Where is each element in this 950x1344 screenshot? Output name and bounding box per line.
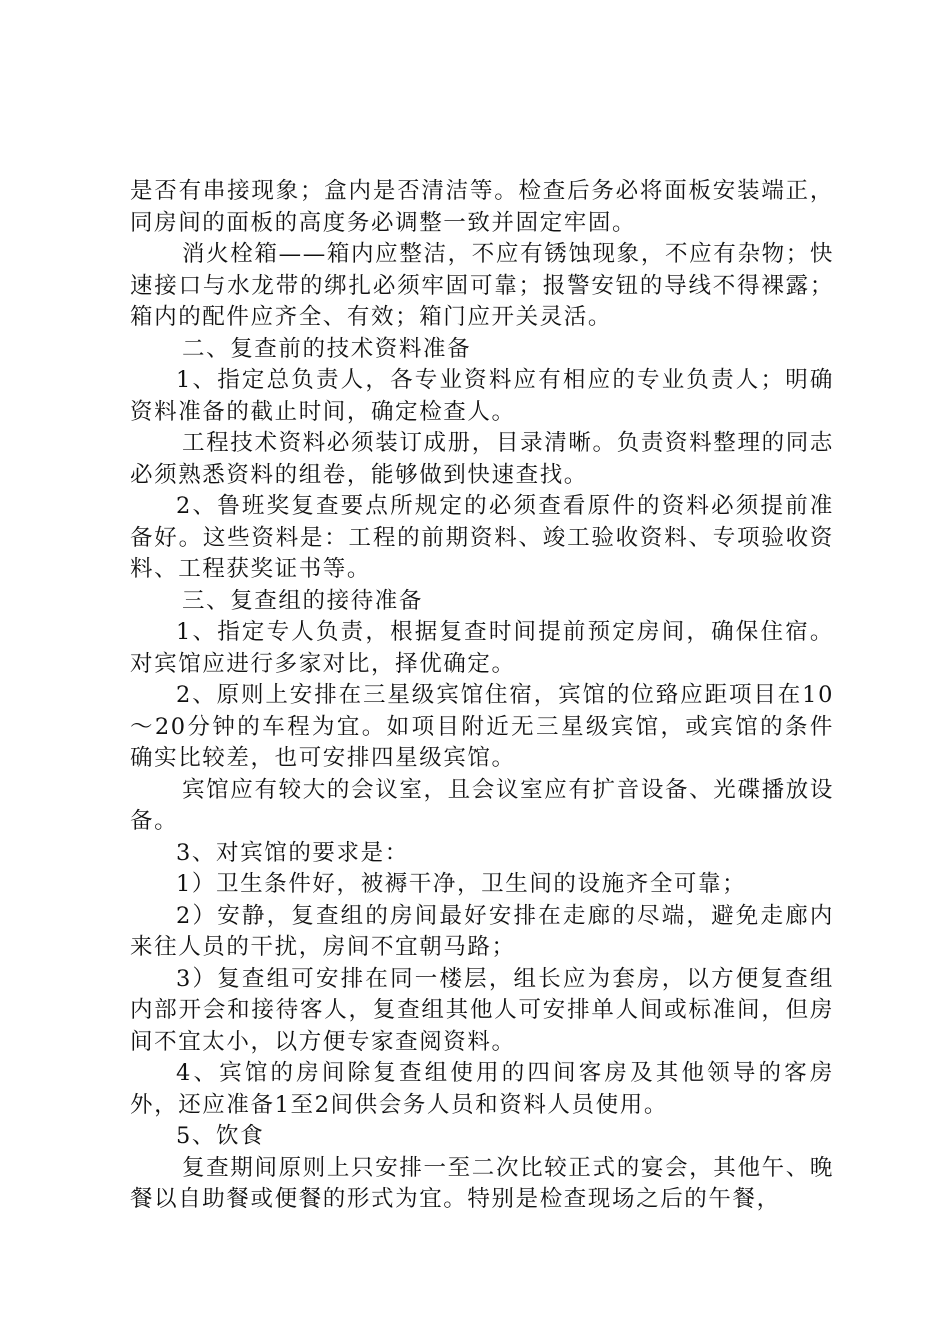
paragraph-13: 2）安静，复查组的房间最好安排在走廊的尽端，避免走廊内来往人员的干扰，房间不宜朝马路； <box>130 902 834 960</box>
paragraph-14: 3）复查组可安排在同一楼层，组长应为套房，以方便复查组内部开会和接待客人，复查组其他人可安排单人间或标准间，但房间不宜太小，以方便专家查阅资料。 <box>130 965 834 1055</box>
paragraph-15: 4、宾馆的房间除复查组使用的四间客房及其他领导的客房外，还应准备1至2间供会务人员和资料人员使用。 <box>130 1060 834 1118</box>
paragraph-5: 工程技术资料必须装订成册，目录清晰。负责资料整理的同志必须熟悉资料的组卷，能够做到快速查找。 <box>130 430 834 488</box>
paragraph-12: 1）卫生条件好，被褥干净，卫生间的设施齐全可靠； <box>176 871 747 897</box>
document-body <box>130 176 834 1216</box>
paragraph-1: 是否有串接现象；盒内是否清洁等。检查后务必将面板安装端正，同房间的面板的高度务必调整一致并固定牢固。 <box>130 178 834 236</box>
section-heading-2: 二、复查前的技术资料准备 <box>182 335 472 362</box>
paragraph-17: 复查期间原则上只安排一至二次比较正式的宴会，其他午、晚餐以自助餐或便餐的形式为宜。特别是检查现场之后的午餐， <box>130 1154 834 1212</box>
paragraph-8: 1、指定专人负责，根据复查时间提前预定房间，确保住宿。对宾馆应进行多家对比，择优确定。 <box>130 619 834 677</box>
paragraph-4: 1、指定总负责人，各专业资料应有相应的专业负责人；明确资料准备的截止时间，确定检查人。 <box>130 367 834 425</box>
section-heading-3: 三、复查组的接待准备 <box>182 587 424 614</box>
paragraph-11: 3、对宾馆的要求是： <box>176 839 409 866</box>
paragraph-10: 宾馆应有较大的会议室，且会议室应有扩音设备、光碟播放设备。 <box>130 776 834 834</box>
paragraph-9: 2、原则上安排在三星级宾馆住宿，宾馆的位臵应距项目在10～20分钟的车程为宜。如项目附近无三星级宾馆，或宾馆的条件确实比较差，也可安排四星级宾馆。 <box>130 682 834 771</box>
paragraph-6: 2、鲁班奖复查要点所规定的必须查看原件的资料必须提前准备好。这些资料是：工程的前期资料、竣工验收资料、专项验收资料、工程获奖证书等。 <box>130 493 834 582</box>
paragraph-2: 消火栓箱——箱内应整洁，不应有锈蚀现象，不应有杂物；快速接口与水龙带的绑扎必须牢固可靠；报警安钮的导线不得裸露；箱内的配件应齐全、有效；箱门应开关灵活。 <box>130 241 834 330</box>
paragraph-16: 5、饮食 <box>176 1123 265 1149</box>
